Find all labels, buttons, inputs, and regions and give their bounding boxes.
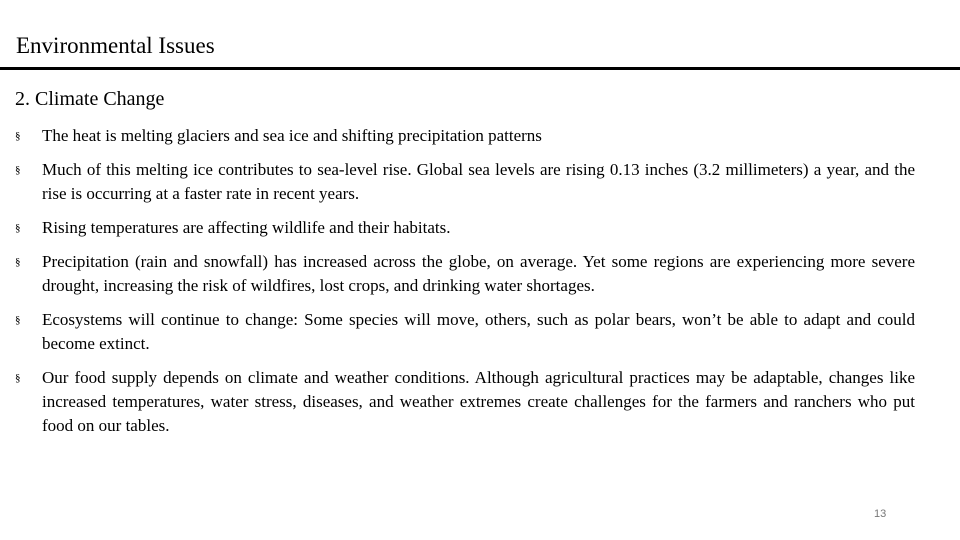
bullet-marker: § (15, 256, 21, 268)
bullet-marker: § (15, 314, 21, 326)
bullet-list (15, 124, 915, 448)
bullet-text: Rising temperatures are affecting wildlife and their habitats. (42, 218, 451, 237)
bullet-marker: § (15, 372, 21, 384)
bullet-text: The heat is melting glaciers and sea ice and shifting precipitation patterns (42, 126, 542, 145)
bullet-item (15, 124, 915, 148)
bullet-text: Ecosystems will continue to change: Some species will move, others, such as polar bears, won’t be able to adapt and could become extinct. (42, 310, 915, 353)
bullet-item (15, 308, 915, 356)
slide-title: Environmental Issues (16, 33, 215, 58)
bullet-item (15, 216, 915, 240)
bullet-item (15, 366, 915, 438)
bullet-item (15, 158, 915, 206)
bullet-text: Our food supply depends on climate and weather conditions. Although agricultural practices may be adaptable, changes like increased temperatures, water stress, diseases, and weather extremes create challenges for the farmers and ranchers who put food on our tables. (42, 368, 915, 435)
bullet-text: Much of this melting ice contributes to sea-level rise. Global sea levels are rising 0.13 inches (3.2 millimeters) a year, and the rise is occurring at a faster rate in recent years. (42, 160, 915, 203)
bullet-marker: § (15, 130, 21, 142)
bullet-text: Precipitation (rain and snowfall) has increased across the globe, on average. Yet some regions are experiencing more severe drought, increasing the risk of wildfires, lost crops, and drinking water shortages. (42, 252, 915, 295)
bullet-marker: § (15, 222, 21, 234)
title-divider (0, 67, 960, 70)
page-number: 13 (874, 508, 887, 520)
bullet-item (15, 250, 915, 298)
section-heading: 2. Climate Change (15, 88, 165, 110)
bullet-marker: § (15, 164, 21, 176)
